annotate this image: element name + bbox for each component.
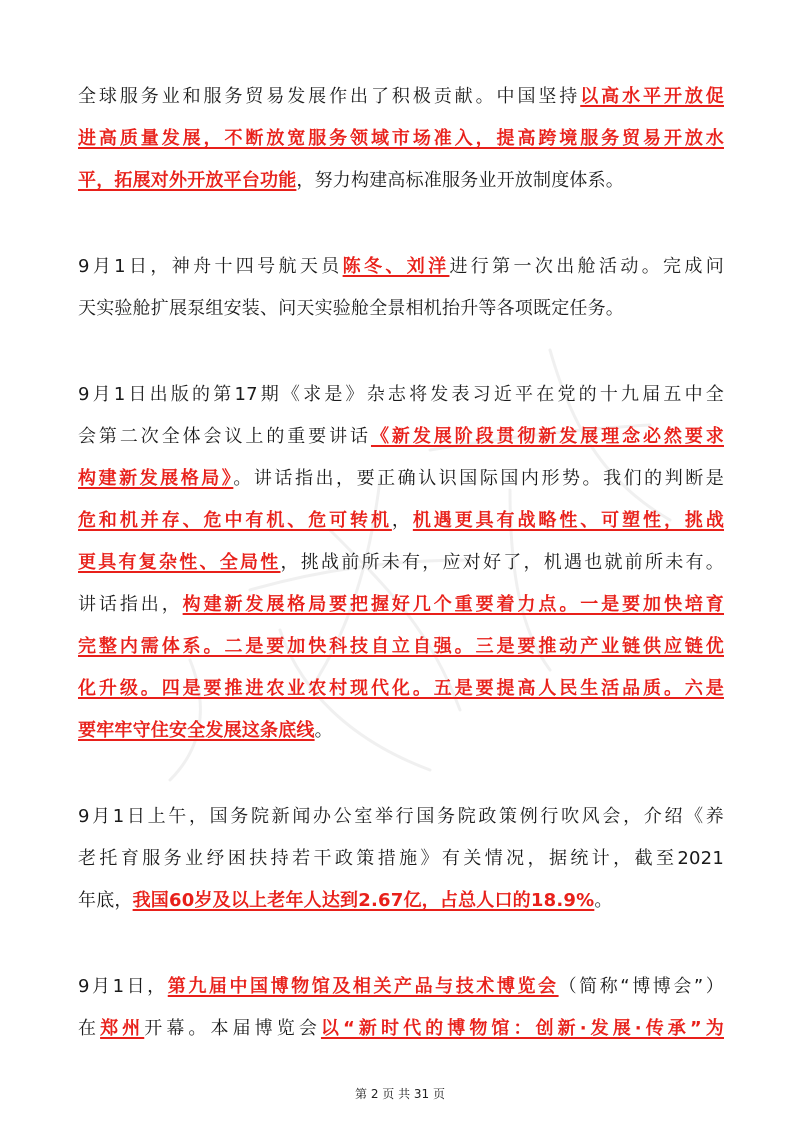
text-line [78,1014,724,1044]
text-segment: ，挑战前所未有，应对好了，机遇也就前所未有。 [280,552,724,573]
text-line [78,82,724,112]
highlighted-text: 更具有复杂性、全局性 [78,552,281,573]
text-line [78,506,724,536]
text-line [78,632,724,662]
text-line [78,548,724,578]
text-segment: 9月1日上午，国务院新闻办公室举行国务院政策例行吹风会，介绍《养 [78,806,724,827]
text-segment: 9月1日， [78,976,168,997]
highlighted-text: 构建新发展格局要把握好几个重要着力点。一是要加快培育 [182,594,725,615]
text-segment: 在 [78,1018,101,1039]
text-segment: 。 [594,890,613,911]
text-line [78,590,724,620]
highlighted-text: 郑州 [100,1018,145,1039]
text-line [78,422,724,452]
highlighted-text: 进高质量发展，不断放宽服务领域市场准入，提高跨境服务贸易开放水 [78,128,724,149]
text-line [78,674,724,704]
text-segment: 年底， [78,890,133,911]
text-line [78,252,724,282]
text-segment: （简称“博博会”） [558,976,725,997]
text-line [78,380,724,410]
text-line [78,166,724,196]
text-line [78,972,724,1002]
highlighted-text: 平，拓展对外开放平台功能 [78,170,297,191]
text-segment: ， [391,510,413,531]
text-segment: 老托育服务业纾困扶持若干政策措施》有关情况，据统计，截至2021 [78,848,724,869]
text-line [78,294,724,324]
highlighted-text: 危和机并存、危中有机、危可转机 [78,510,392,531]
highlighted-text: 我国60岁及以上老年人达到2.67亿，占总人口的18.9% [132,890,595,911]
text-segment: 9月1日，神舟十四号航天员 [78,256,343,277]
highlighted-text: 以高水平开放促 [580,86,724,107]
text-segment: 天实验舱扩展泵组安装、问天实验舱全景相机抬升等各项既定任务。 [78,298,624,319]
highlighted-text: 《新发展阶段贯彻新发展理念必然要求 [370,426,724,447]
text-line [78,124,724,154]
highlighted-text: 化升级。四是要推进农业农村现代化。五是要提高人民生活品质。六是 [78,678,724,699]
highlighted-text: 第九届中国博物馆及相关产品与技术博览会 [167,976,559,997]
highlighted-text: 机遇更具有战略性、可塑性，挑战 [412,510,725,531]
text-segment: ，努力构建高标准服务业开放制度体系。 [296,170,625,191]
text-line [78,886,724,916]
text-line [78,802,724,832]
text-segment: 9月1日出版的第17期《求是》杂志将发表习近平在党的十九届五中全 [78,384,724,405]
highlighted-text: 构建新发展格局》 [78,468,234,489]
text-segment: 。讲话指出，要正确认识国际国内形势。我们的判断是 [233,468,724,489]
text-line [78,464,724,494]
highlighted-text: 完整内需体系。二是要加快科技自立自强。三是要推动产业链供应链优 [78,636,724,657]
highlighted-text: 陈冬、刘洋 [342,256,450,277]
text-segment: 讲话指出， [78,594,183,615]
text-segment: 进行第一次出舱活动。完成问 [449,256,724,277]
text-segment: 全球服务业和服务贸易发展作出了积极贡献。中国坚持 [78,86,581,107]
text-line [78,844,724,874]
text-line [78,716,724,746]
highlighted-text: 要牢牢守住安全发展这条底线 [78,720,315,741]
text-segment: 开幕。本届博览会 [144,1018,321,1039]
text-segment: 会第二次全体会议上的重要讲话 [78,426,371,447]
highlighted-text: 以“新时代的博物馆：创新·发展·传承”为 [320,1018,724,1039]
text-segment: 。 [314,720,333,741]
page-footer: 第 2 页 共 31 页 [355,1087,445,1101]
